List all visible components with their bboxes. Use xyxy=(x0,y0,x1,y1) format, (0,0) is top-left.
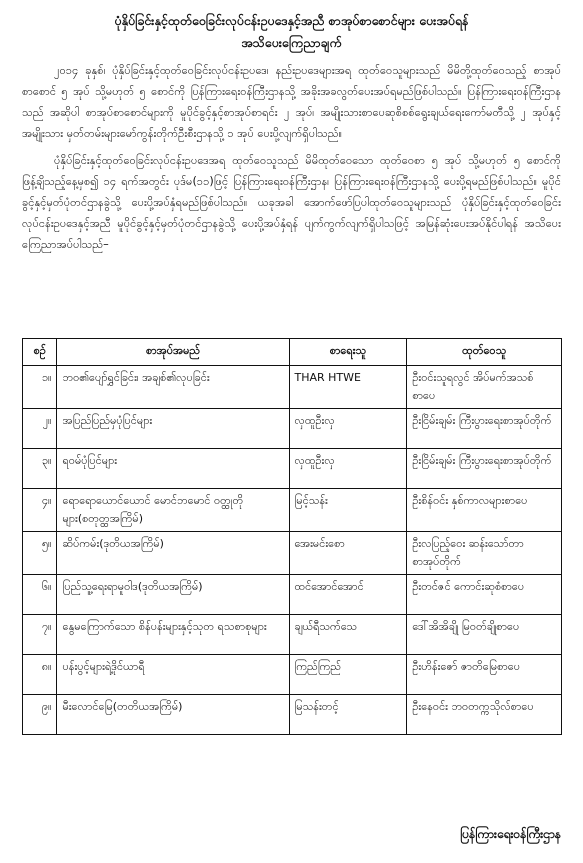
cell-book-title: အပြည်ပြည်မှပုံပြင်များ xyxy=(57,409,289,449)
header-author: စာရေးသူ xyxy=(289,339,407,366)
cell-book-title: ပန်းပွင့်များရဲ့ဒိုင်ယာရီ xyxy=(57,655,289,695)
cell-author: ကြည်ကြည် xyxy=(289,655,407,695)
cell-serial: ၃။ xyxy=(23,449,57,489)
signature: ပြန်ကြားရေးဝန်ကြီးဌာန xyxy=(460,827,561,841)
cell-serial: ၆။ xyxy=(23,575,57,615)
cell-serial: ၂။ xyxy=(23,409,57,449)
cell-author: ချယ်ရီသက်သေ xyxy=(289,615,407,655)
cell-author: အေးမင်းစော xyxy=(289,532,407,575)
cell-publisher: ဦးလပြည့်ဝေး ဆန်းသော်တာစာအုပ်တိုက် xyxy=(407,532,562,575)
cell-serial: ၉။ xyxy=(23,695,57,735)
header-serial: စဉ် xyxy=(23,339,57,366)
cell-publisher: ဒေါ်အိအိချို မြဝတ်ချိုစာပေ xyxy=(407,615,562,655)
notice-title-line1: ပုံနှိပ်ခြင်းနှင့်ထုတ်ဝေခြင်းလုပ်ငန်းဥပဒေနှင့်အညီ စာအုပ်စာစောင်များ ပေးအပ်ရန် xyxy=(114,13,469,28)
cell-book-title: ရောရောယောင်ယောင် မောင်ဘမောင် ဝတ္ထုတိုများ(စတုတ္ထအကြိမ်) xyxy=(57,489,289,532)
cell-publisher: ဦးငြိမ်းချမ်း ကြီးပွားရေးစာအုပ်တိုက် xyxy=(407,409,562,449)
cell-serial: ၅။ xyxy=(23,532,57,575)
books-table xyxy=(22,338,562,735)
table-row xyxy=(23,449,562,489)
cell-author: လှထူဦးလှ xyxy=(289,409,407,449)
cell-author: လှထူဦးလှ xyxy=(289,449,407,489)
table-row xyxy=(23,695,562,735)
cell-book-title: ပြည်သူ့ရေးရာမူဝါဒ(ဒုတိယအကြိမ်) xyxy=(57,575,289,615)
cell-serial: ၈။ xyxy=(23,655,57,695)
cell-author: THAR HTWE xyxy=(289,366,407,409)
cell-author: မြင့်သန်း xyxy=(289,489,407,532)
cell-publisher: ဦးတင်ဇင် ကောင်းဆုစံစာပေ xyxy=(407,575,562,615)
header-book-title: စာအုပ်အမည် xyxy=(57,339,289,366)
table-header-row xyxy=(23,339,562,366)
table-row xyxy=(23,489,562,532)
cell-serial: ၁။ xyxy=(23,366,57,409)
cell-book-title: ဘဝ၏ပျော်ရွှင်ခြင်း၊ အချစ်၏လုပခြင်း xyxy=(57,366,289,409)
cell-serial: ၄။ xyxy=(23,489,57,532)
cell-author: မြသန်းတင့် xyxy=(289,695,407,735)
cell-publisher: ဦးငြိမ်းချမ်း ကြီးပွားရေးစာအုပ်တိုက် xyxy=(407,449,562,489)
table-row xyxy=(23,575,562,615)
notice-paragraph-1: ၂၀၁၄ ခုနှစ်၊ ပုံနှိပ်ခြင်းနှင့်ထုတ်ဝေခြင်းလုပ်ငန်းဥပဒေ၊ နည်းဥပဒေများအရ ထုတ်ဝေသူများသည် မိမိတို့ထုတ်ဝေသည့် စာအုပ်စာစောင် ၅ အုပ် သို့မဟုတ် ၅ စောင်ကို ပြန်ကြားရေးဝန်ကြီးဌာနသို့ အခိုးအခလွတ်ပေးအပ်ရမည်ဖြစ်ပါသည်။ ပြန်ကြားရေးဝန်ကြီးဌာနသည် အဆိုပါ စာအုပ်စာစောင်များကို မူပိုင်ခွင့်နှင့်စာအုပ်စာရင်း ၂ အုပ်၊ အမျိုးသားစာပေဆုစိစစ်ရွေးချယ်ရေးကော်မတီသို့ ၂ အုပ်နှင့် အမျိုးသား မှတ်တမ်းများမော်ကွန်းတိုက်ဦးစီးဌာနသို့ ၁ အုပ် ပေးပို့လျက်ရှိပါသည်။ xyxy=(22,64,561,140)
cell-book-title: ရဝမ်ပုံပြင်များ xyxy=(57,449,289,489)
cell-book-title: နွေမကြောက်သော စိန်ပန်းများနှင့်သုတ ရသစာစုများ xyxy=(57,615,289,655)
cell-author: ထင်အောင်အောင် xyxy=(289,575,407,615)
table-row xyxy=(23,532,562,575)
cell-publisher: ဦးစိန်ဝင်း နှစ်ကာလများစာပေ xyxy=(407,489,562,532)
cell-publisher: ဦးဟိန်းဇော် ဇာတိမြေစာပေ xyxy=(407,655,562,695)
table-row xyxy=(23,366,562,409)
table-row xyxy=(23,615,562,655)
table-row xyxy=(23,655,562,695)
cell-publisher: ဦးဝင်းသူရလွင် အိပ်မက်အသစ်စာပေ xyxy=(407,366,562,409)
cell-publisher: ဦးနေဝင်း ဘဝတက္ကသိုလ်စာပေ xyxy=(407,695,562,735)
notice-paragraph-2: ပုံနှိပ်ခြင်းနှင့်ထုတ်ဝေခြင်းလုပ်ငန်းဥပဒေအရ ထုတ်ဝေသူသည် မိမိထုတ်ဝေသော ထုတ်ဝေစာ ၅ အုပ် သို့မဟုတ် ၅ စောင်ကို ဖြန့်ချိသည့်နေ့မှစ၍ ၁၄ ရက်အတွင်း ပုဒ်မ(၁၁)ဖြင့် ပြန်ကြားရေးဝန်ကြီးဌာန၊ ပြန်ကြားရေးဝန်ကြီးဌာနသို့ ပေးပို့ရမည်ဖြစ်ပါသည်။ မူပိုင်ခွင့်နှင့်မှတ်ပုံတင်ဌာနခွဲသို့ ပေးပို့အပ်နှံရမည်ဖြစ်ပါသည်။ ယခုအခါ အောက်ဖော်ပြပါထုတ်ဝေသူများသည် ပုံနှိပ်ခြင်းနှင့်ထုတ်ဝေခြင်းလုပ်ငန်းဥပဒေနှင့်အညီ မူပိုင်ခွင့်နှင့်မှတ်ပုံတင်ဌာနခွဲသို့ ပေးပို့အပ်နှံရန် ပျက်ကွက်လျက်ရှိပါသဖြင့် အမြန်ဆုံးပေးအပ်နိုင်ပါရန် အသိပေးကြေညာအပ်ပါသည်– xyxy=(22,154,561,251)
table-row xyxy=(23,409,562,449)
notice-title-line2: အသိပေးကြေညာချက် xyxy=(241,35,342,50)
header-publisher: ထုတ်ဝေသူ xyxy=(407,339,562,366)
cell-book-title: ဆိပ်ကမ်း(ဒုတိယအကြိမ်) xyxy=(57,532,289,575)
cell-book-title: မီးလောင်မြေ(တတိယအကြိမ်) xyxy=(57,695,289,735)
cell-serial: ၇။ xyxy=(23,615,57,655)
